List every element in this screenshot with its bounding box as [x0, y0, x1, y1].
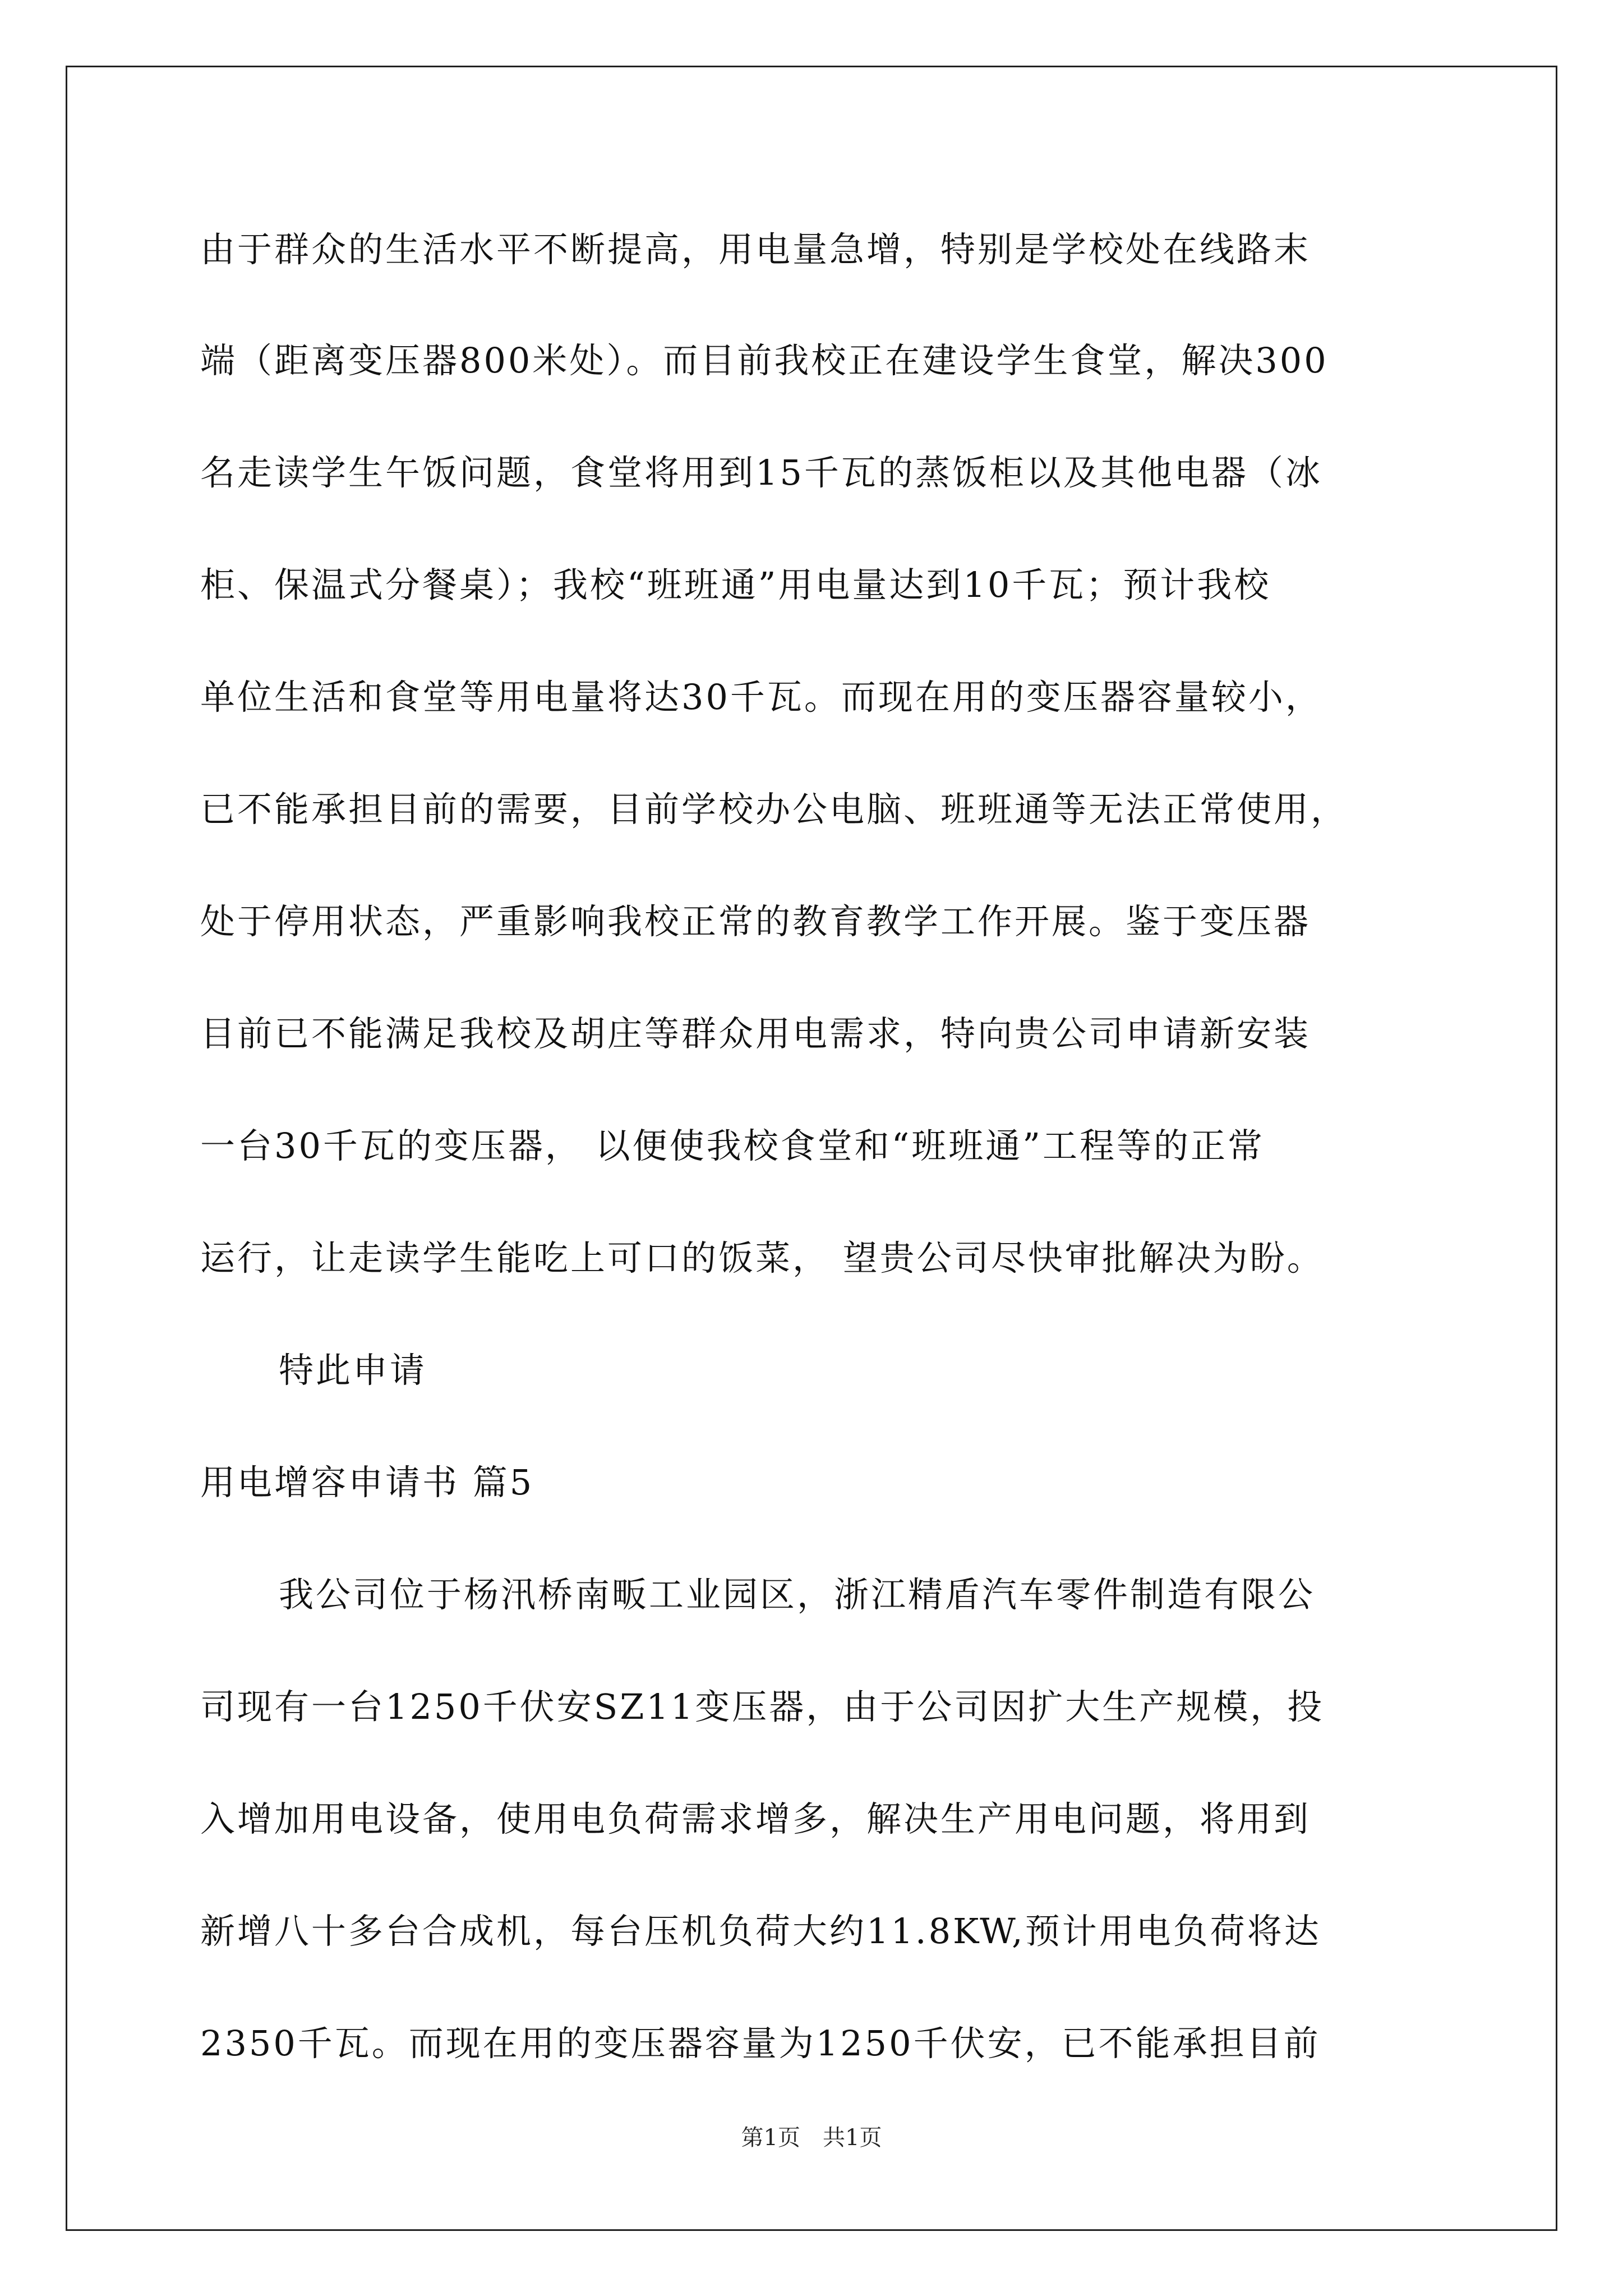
- body-text-line: 新增八十多台合成机，每台压机负荷大约11.8KW,预计用电负荷将达: [200, 1911, 1321, 1952]
- closing-line: 特此申请: [279, 1350, 427, 1391]
- body-text-line: 已不能承担目前的需要，目前学校办公电脑、班班通等无法正常使用，: [200, 789, 1348, 830]
- section-heading: 用电增容申请书 篇5: [200, 1462, 534, 1503]
- body-text-line: 入增加用电设备，使用电负荷需求增多，解决生产用电问题，将用到: [200, 1798, 1311, 1839]
- body-text-line: 一台30千瓦的变压器， 以便使我校食堂和“班班通”工程等的正常: [200, 1125, 1265, 1166]
- body-text-line: 我公司位于杨汛桥南畈工业园区，浙江精盾汽车零件制造有限公: [279, 1574, 1316, 1615]
- body-text-line: 2350千瓦。而现在用的变压器容量为1250千伏安，已不能承担目前: [200, 2023, 1321, 2064]
- body-text-line: 单位生活和食堂等用电量将达30千瓦。而现在用的变压器容量较小，: [200, 677, 1322, 717]
- page-footer: 第1页 共1页: [741, 2125, 882, 2151]
- body-text-line: 端（距离变压器800米处）。而目前我校正在建设学生食堂，解决300: [200, 340, 1329, 381]
- body-text-line: 司现有一台1250千伏安SZ11变压器，由于公司因扩大生产规模，投: [200, 1686, 1325, 1727]
- body-text-line: 目前已不能满足我校及胡庄等群众用电需求，特向贵公司申请新安装: [200, 1013, 1311, 1054]
- body-text-line: 由于群众的生活水平不断提高，用电量急增，特别是学校处在线路末: [200, 229, 1311, 270]
- body-text-line: 处于停用状态，严重影响我校正常的教育教学工作开展。鉴于变压器: [200, 901, 1311, 942]
- body-text-line: 运行，让走读学生能吃上可口的饭菜， 望贵公司尽快审批解决为盼。: [200, 1237, 1324, 1278]
- body-text-line: 名走读学生午饭问题，食堂将用到15千瓦的蒸饭柜以及其他电器（冰: [200, 452, 1322, 493]
- body-text-line: 柜、保温式分餐桌）；我校“班班通”用电量达到10千瓦；预计我校: [200, 564, 1271, 605]
